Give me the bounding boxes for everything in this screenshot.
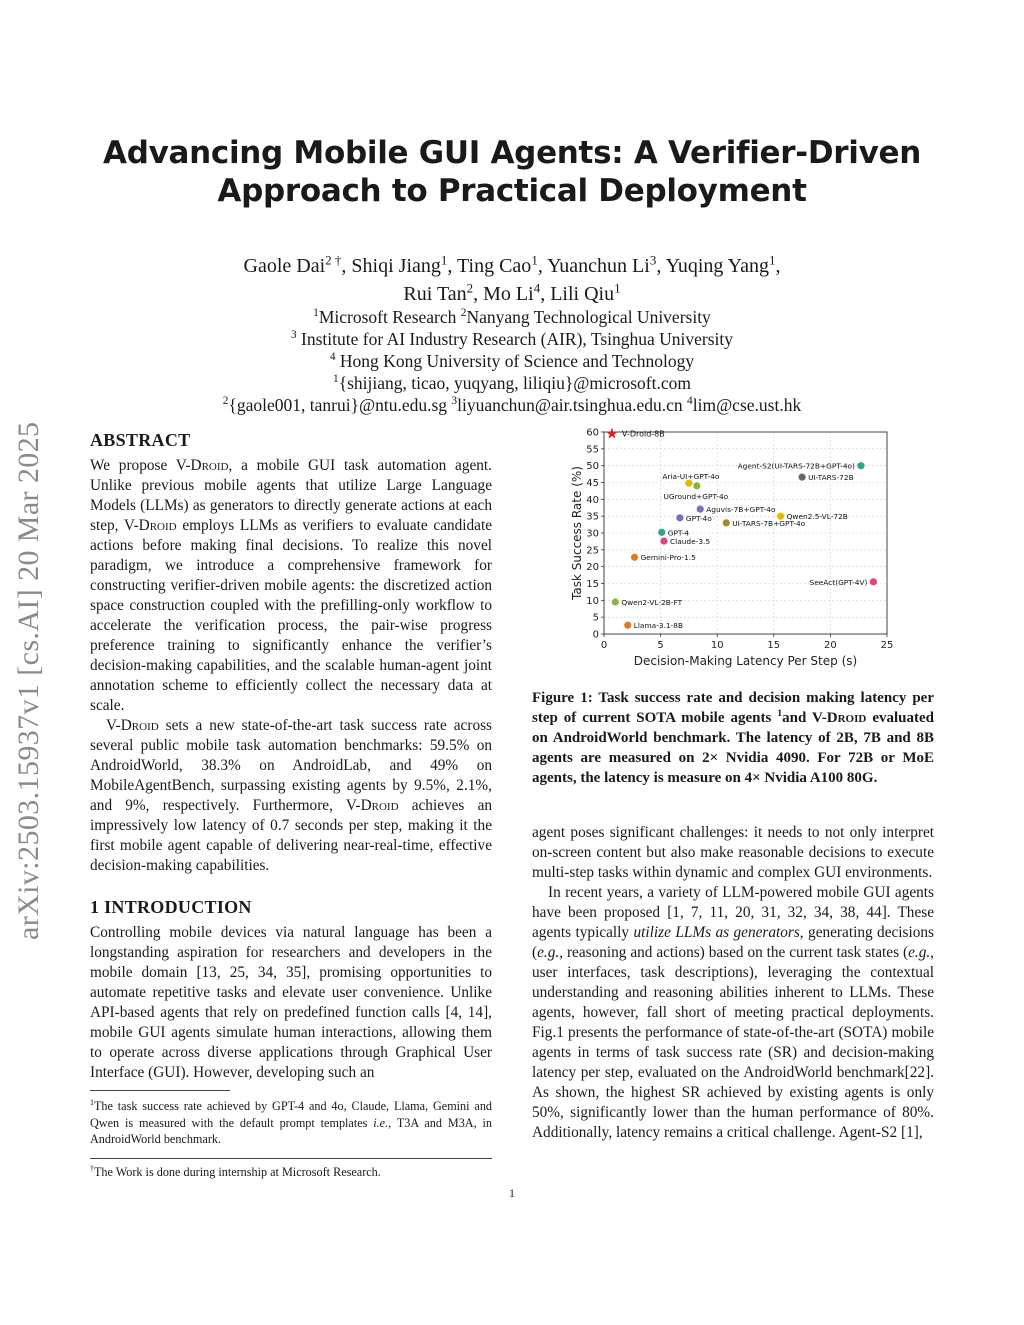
data-point-label: GPT-4o <box>685 513 712 523</box>
data-point-label: Qwen2-VL-2B-FT <box>621 598 683 608</box>
affiliation-line-2: $^3$ Institute for AI Industry Research (AIR), Tsinghua University <box>290 329 734 349</box>
data-point <box>624 622 631 629</box>
data-point <box>723 519 730 526</box>
x-tick-label: 5 <box>657 640 664 651</box>
data-point <box>658 529 665 536</box>
introduction-paragraph-1: Controlling mobile devices via natural language has been a longstanding aspiration for researchers and developers in the mobile domain [13, 25, 34, 35], promising opportunities to automate repetitive tasks and elevate user convenience. Unlike API-based agents that rely on predefined function calls [4, 14], mobile GUI agents simulate human interactions, allowing them to operate across diverse applications through Graphical User Interface (GUI). However, developing such an <box>90 924 492 1081</box>
x-axis-label: Decision-Making Latency Per Step (s) <box>633 654 858 668</box>
introduction-body <box>90 923 492 1083</box>
email-line-2: $^2${gaole001, tanrui}@ntu.edu.sg $^3$liyuanchun@air.tsinghua.edu.cn $^4$lim@cse.ust.hk <box>222 395 802 415</box>
y-tick-label: 25 <box>586 545 599 557</box>
y-tick-label: 10 <box>586 595 599 607</box>
abstract-body <box>90 456 492 876</box>
data-point <box>870 578 877 585</box>
x-tick-label: 0 <box>600 640 608 651</box>
footnote-rule <box>90 1090 230 1091</box>
data-point-label: UGround+GPT-4o <box>663 491 729 501</box>
abstract-paragraph-1: We propose V-Droid, a mobile GUI task automation agent. Unlike previous mobile agents that utilize Large Language Models (LLMs) as generators to directly generate actions at each step, V-Droid employs LLMs as verifiers to evaluate candidate actions before making final decisions. To realize this novel paradigm, we introduce a comprehensive framework for constructing verifier-driven mobile agents: the discretized action space construction coupled with the prefilling-only workflow to accelerate the verification process, the pair-wise progress preference training to significantly enhance the verifier’s decision-making capabilities, and the scalable human-agent joint annotation scheme to efficiently collect the necessary data at scale. <box>90 457 493 714</box>
author-list <box>60 252 964 308</box>
data-point-star <box>606 428 617 439</box>
abstract-heading: ABSTRACT <box>90 430 191 450</box>
affiliation-line-3: $^4$ Hong Kong University of Science and Technology <box>329 351 695 371</box>
data-point-label: SeeAct(GPT-4V) <box>809 577 868 587</box>
x-tick-label: 15 <box>767 640 781 651</box>
data-point <box>857 462 864 469</box>
y-tick-label: 60 <box>586 427 599 439</box>
data-point-label: UI-TARS-7B+GPT-4o <box>732 518 806 528</box>
data-point-label: Claude-3.5 <box>669 537 711 547</box>
y-tick-label: 0 <box>592 629 599 641</box>
title-line-2: Approach to Practical Deployment <box>217 173 807 209</box>
y-tick-label: 55 <box>586 444 599 456</box>
data-point-label: Llama-3.1-8B <box>633 621 684 631</box>
arxiv-identifier: arXiv:2503.15937v1 [cs.AI] 20 Mar 2025 <box>12 421 45 940</box>
data-point-label: Aguvis-7B+GPT-4o <box>706 505 776 515</box>
data-point-label: Gemini-Pro-1.5 <box>640 553 696 563</box>
page-number: 1 <box>509 1186 515 1200</box>
right-column-body <box>532 823 934 1143</box>
y-tick-label: 50 <box>586 461 599 473</box>
data-point <box>676 514 683 521</box>
data-point <box>612 598 619 605</box>
data-point <box>697 505 704 512</box>
data-point-label: GPT-4 <box>667 528 690 538</box>
data-point-label: UI-TARS-72B <box>808 473 854 483</box>
authors-line-2: Rui Tan$^2$, Mo Li$^4$, Lili Qiu$^1$ <box>403 280 621 305</box>
x-tick-label: 25 <box>880 640 894 651</box>
data-point <box>693 482 700 489</box>
introduction-heading: 1 INTRODUCTION <box>90 897 252 917</box>
authors-line-1: Gaole Dai$^{2 \dagger}$, Shiqi Jiang$^1$, Ting Cao$^1$, Yuanchun Li$^3$, Yuqing Yang$^1$, <box>243 252 781 277</box>
legend-label: V-Droid-8B <box>621 429 665 439</box>
paper-title <box>60 134 964 210</box>
x-tick-label: 10 <box>710 640 724 651</box>
y-tick-label: 40 <box>586 494 599 506</box>
data-point <box>631 554 638 561</box>
y-axis-label: Task Success Rate (%) <box>570 466 584 600</box>
title-line-1: Advancing Mobile GUI Agents: A Verifier-Driven <box>103 135 921 171</box>
y-tick-label: 5 <box>592 612 599 624</box>
x-tick-label: 20 <box>824 640 837 651</box>
data-point <box>660 537 667 544</box>
abstract-paragraph-2: V-Droid sets a new state-of-the-art task success rate across several public mobile task automation benchmarks: 59.5% on AndroidWorld, 38.3% on AndroidLab, and 49% on MobileAgentBench, surpassing existing agents by 9.5%, 2.1%, and 9%, respectively. Furthermore, V-Droid achieves an impressively low latency of 0.7 seconds per step, making it the first mobile agent capable of delivering near-real-time, effective decision-making capabilities. <box>90 717 493 874</box>
data-point-label: Aria-UI+GPT-4o <box>662 472 720 482</box>
data-point-label: Agent-S2(UI-TARS-72B+GPT-4o) <box>737 461 855 471</box>
y-tick-label: 15 <box>586 579 599 590</box>
footnote-divider <box>90 1158 492 1159</box>
right-paragraph-2: In recent years, a variety of LLM-powered mobile GUI agents have been proposed [1, 7, 11, 20, 31, 32, 34, 38, 44]. These agents typically utilize LLMs as generators, generating decisions (e.g., reasoning and actions) based on the current task states (e.g., user interfaces, task descriptions), leveraging the contextual understanding and reasoning abilities inherent to LLMs. These agents, however, fall short of meeting practical deployments. Fig.1 presents the performance of state-of-the-art (SOTA) mobile agents in terms of task success rate (SR) and decision-making latency per step, evaluated on the AndroidWorld benchmark[22]. As shown, the highest SR achieved by existing agents is only 50%, significantly lower than the human performance of 80%. Additionally, latency remains a critical challenge. Agent-S2 [1], <box>532 884 934 1141</box>
affiliation-line-1: $^1$Microsoft Research $^2$Nanyang Technological University <box>313 307 711 327</box>
figure-1-caption: Figure 1: Task success rate and decision making latency per step of current SOTA mobile agents $^1$and V-Droid evaluated on AndroidWorld benchmark. The latency of 2B, 7B and 8B agents are measured on 2× Nvidia 4090. For 72B or MoE agents, the latency is measure on 4× Nvidia A100 80G. <box>532 690 934 786</box>
data-point-label: Qwen2.5-VL-72B <box>786 512 848 522</box>
y-tick-label: 45 <box>586 478 599 489</box>
y-tick-label: 35 <box>586 511 599 523</box>
email-line-1: $^1${shijiang, ticao, yuqyang, liliqiu}@microsoft.com <box>333 373 691 393</box>
y-tick-label: 30 <box>586 528 599 540</box>
right-paragraph-1: agent poses significant challenges: it needs to not only interpret on-screen content but also make reasonable decisions to execute multi-step tasks within dynamic and complex GUI environments. <box>532 824 934 881</box>
data-point <box>799 474 806 481</box>
footnote-2: †The Work is done during internship at Microsoft Research. <box>90 1163 381 1179</box>
footnote-1: $^1$The task success rate achieved by GPT-4 and 4o, Claude, Llama, Gemini and Qwen is measured with the default prompt templates i.e., T3A and M3A, in AndroidWorld benchmark. <box>90 1097 492 1146</box>
y-tick-label: 20 <box>586 562 599 574</box>
figure-1-scatter-chart <box>568 424 908 674</box>
